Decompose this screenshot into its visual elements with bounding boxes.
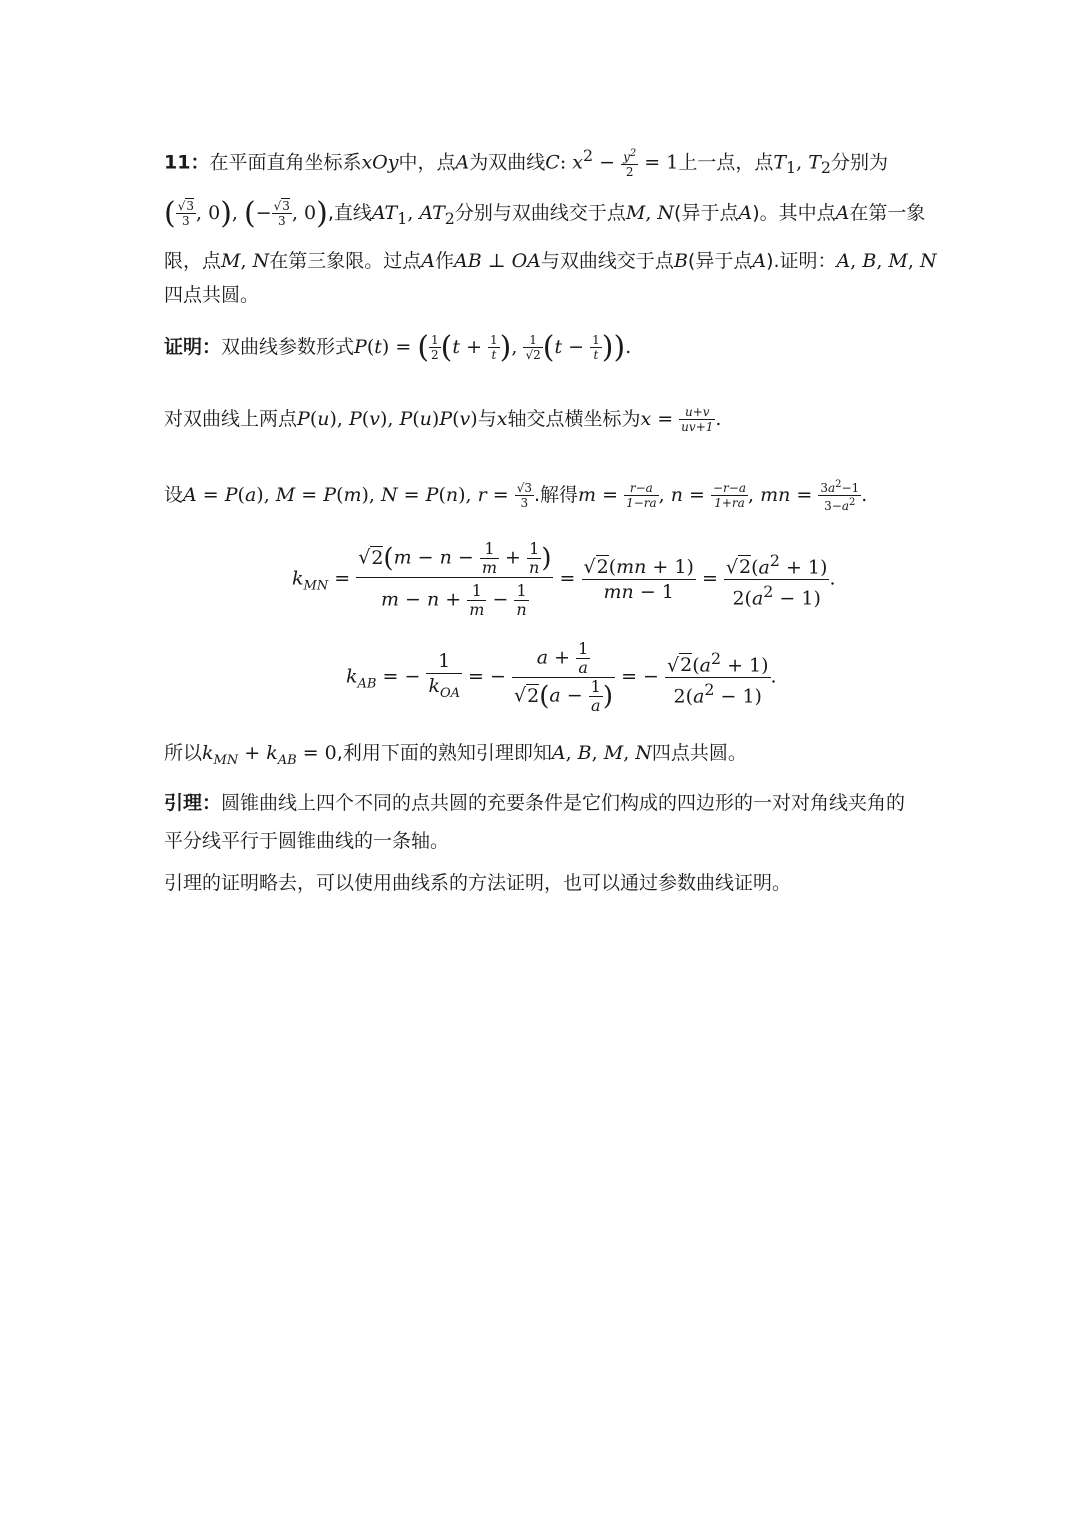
problem-line-3: 限，点M, N在第三象限。过点A作AB ⊥ OA与双曲线交于点B(异于点A).证明：A, B, M, N [164, 250, 937, 272]
proof-line-3: 设A = P(a), M = P(m), N = P(n), r = $\frac{√3}{3}$ .解得m = $\frac{r-a}{1-ra}$ , n = $\frac{-r-a}{1+ra}$ , mn = $\frac{3a^2-1}{3-a^2}$ . [164, 479, 868, 513]
problem-line-4: 四点共圆。 [164, 284, 260, 306]
proof-line-1: 证明：双曲线参数形式P(t) = ( $\frac{1}{2}$ (t + $\frac{1}{t}$ ), $\frac{1}{√2}$ (t − $\frac{1}{t}$ )). [164, 330, 632, 365]
problem-line-1: 11：在平面直角坐标系xOy中，点A为双曲线C: $x^2$ − $\frac{y^2}{2}$ = 1上一点，点$T_1$, $T_2$分别为 [164, 146, 888, 179]
equation-kmn: $k_{MN}$ = √2(m − n − $\frac{1}{m}$ + $\frac{1}{n}$ ) m − n + $\frac{1}{m}$ − $\frac{1}{n}$ = $\frac{√2(mn + 1)}{mn - 1}$ = $\frac{√2(a^2 + 1)}{2(a^2 - 1)}$ . [292, 539, 836, 619]
lemma-label: 引理： [164, 792, 222, 814]
lemma-text: 圆锥曲线上四个不同的点共圆的充要条件是它们构成的四边形的一对对角线夹角的平分线平行于圆锥曲线的一条轴。 [164, 792, 906, 852]
problem-label: 11： [164, 151, 210, 174]
proof-label: 证明： [164, 336, 222, 358]
equation-kab: $k_{AB}$ = − $\frac{1}{k_{OA}}$ = − a + $\frac{1}{a}$ √2(a − $\frac{1}{a}$ ) = − $\frac{√2(a^2 + 1)}{2(a^2 - 1)}$ . [346, 639, 777, 715]
lemma-block [164, 784, 924, 860]
lemma-paragraph [164, 784, 924, 860]
proof-conclusion: 所以$k_{MN} + k_{AB} = 0$,利用下面的熟知引理即知A, B, M, N四点共圆。 [164, 742, 747, 768]
proof-line-2: 对双曲线上两点P(u), P(v), P(u)P(v)与x轴交点横坐标为x = $\frac{u+v}{uv+1}$ . [164, 405, 722, 434]
problem-line-2: ( $\frac{√3}{3}$ , 0), (− $\frac{√3}{3}$ , 0),直线$AT_1$, $AT_2$分别与双曲线交于点M, N(异于点A)。其中点A在第一象 [164, 196, 926, 231]
lemma-note: 引理的证明略去，可以使用曲线系的方法证明，也可以通过参数曲线证明。 [164, 872, 792, 894]
